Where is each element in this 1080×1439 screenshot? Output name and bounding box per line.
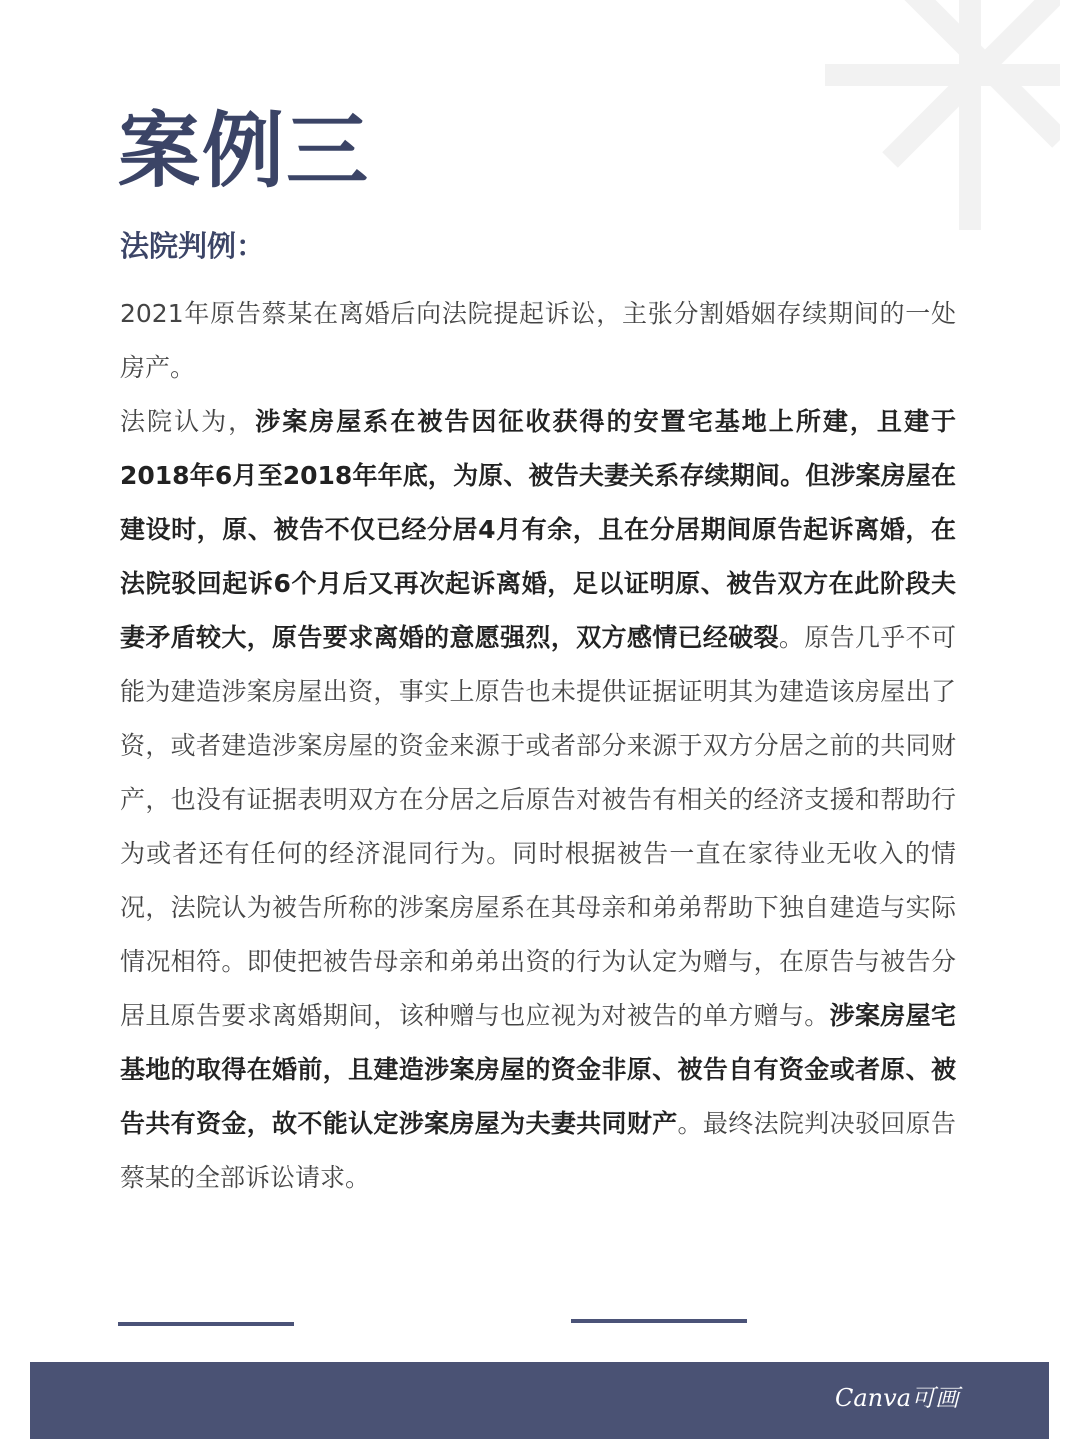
case-body-text	[120, 287, 956, 1205]
paragraph-text: 。原告几乎不可能为建造涉案房屋出资，事实上原告也未提供证据证明其为建造该房屋出了资，或者建造涉案房屋的资金来源于或者部分来源于双方分居之前的共同财产，也没有证据表明双方在分居之后原告对被告有相关的经济支援和帮助行为或者还有任何的经济混同行为。同时根据被告一直在家待业无收入的情况，法院认为被告所称的涉案房屋系在其母亲和弟弟帮助下独自建造与实际情况相符。即使把被告母亲和弟弟出资的行为认定为赠与，在原告与被告分居且原告要求离婚期间，该种赠与也应视为对被告的单方赠与。	[120, 623, 956, 1030]
body-paragraph	[120, 395, 956, 1205]
section-heading: 法院判例：	[120, 229, 266, 263]
paragraph-text: 2021年原告蔡某在离婚后向法院提起诉讼，主张分割婚姻存续期间的一处房产。	[120, 299, 956, 382]
divider-left	[118, 1322, 294, 1326]
paragraph-text: 法院认为，	[120, 407, 256, 436]
page-title: 案例三	[118, 104, 371, 199]
corner-asterisk-decoration	[820, 0, 1060, 230]
emphasis-text: 涉案房屋宅基地的取得在婚前，且建造涉案房屋的资金非原、被告自有资金或者原、被告共有资金，故不能认定涉案房屋为夫妻共同财产	[120, 1001, 956, 1138]
body-paragraph	[120, 287, 956, 395]
footer-bar	[30, 1362, 1049, 1439]
canva-logo: Canva可画	[835, 1384, 959, 1412]
emphasis-text: 涉案房屋系在被告因征收获得的安置宅基地上所建，且建于2018年6月至2018年年底，为原、被告夫妻关系存续期间。但涉案房屋在建设时，原、被告不仅已经分居4月有余，且在分居期间原告起诉离婚，在法院驳回起诉6个月后又再次起诉离婚，足以证明原、被告双方在此阶段夫妻矛盾较大，原告要求离婚的意愿强烈，双方感情已经破裂	[120, 407, 956, 652]
divider-right	[571, 1319, 747, 1323]
paragraph-text: 。最终法院判决驳回原告蔡某的全部诉讼请求。	[120, 1109, 956, 1192]
